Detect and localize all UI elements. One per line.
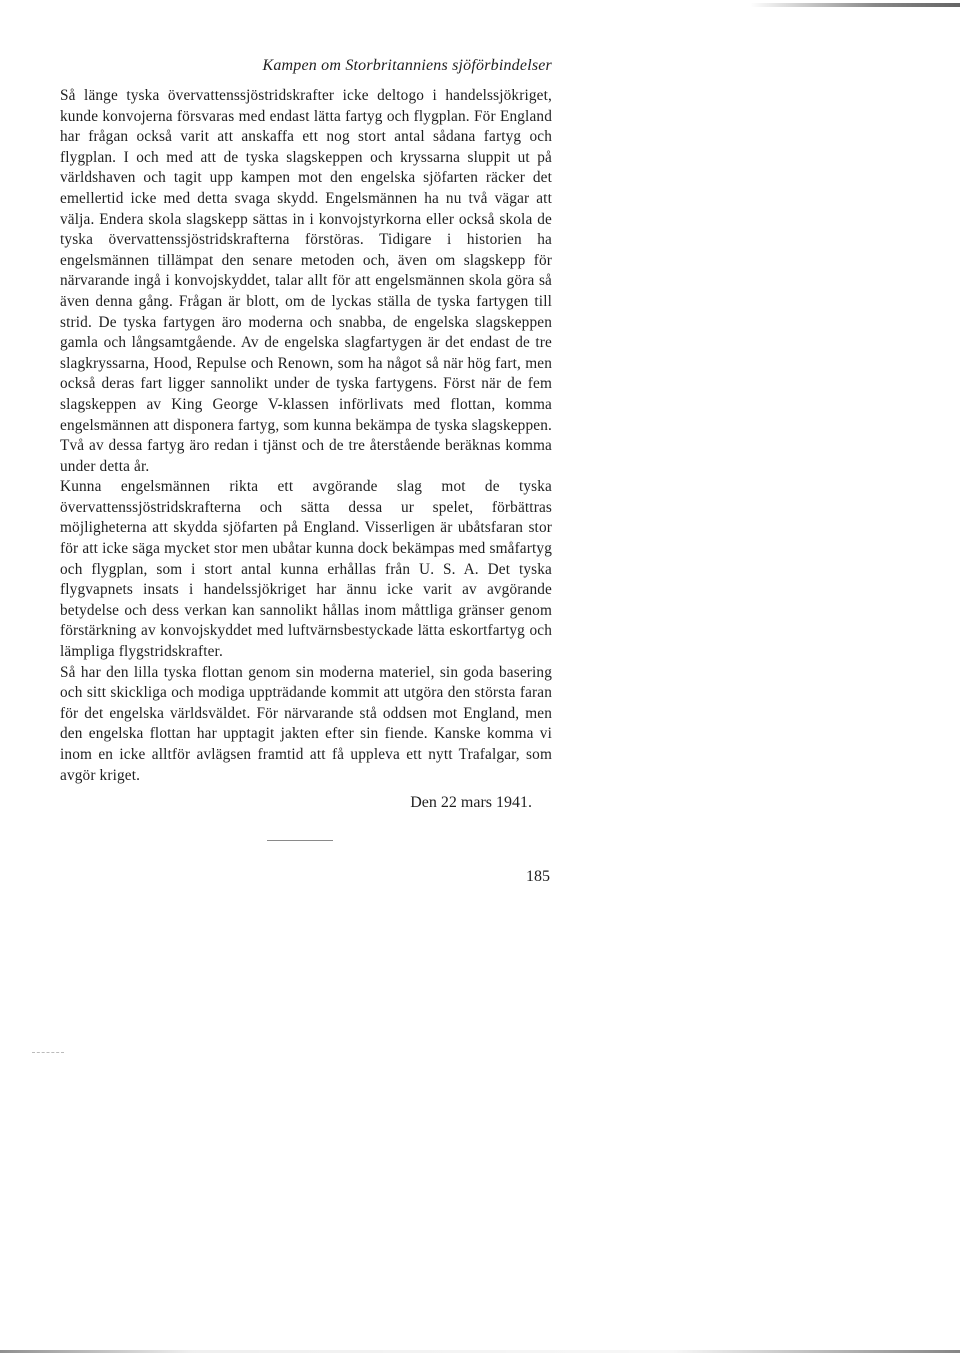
document-page	[60, 56, 552, 887]
scan-edge-artifact-bottom	[0, 1350, 960, 1353]
scan-edge-artifact-top	[750, 3, 960, 7]
paragraph-2: Kunna engelsmännen rikta ett avgörande slag mot de tyska övervattenssjöstridskrafterna och sätta dessa ur spelet, förbättras möjligheterna att skydda sjöfarten på England. Visserligen är ubåtsfaran stor för att icke säga mycket stor men ubåtar kunna dock bekämpas med småfartyg och flygplan, som i stort antal kunna erhållas från U. S. A. Det tyska flygvapnets insats i handelssjökriget har ännu icke varit av avgörande betydelse och dess verkan kan sannolikt hållas inom måttliga gränser genom förstärkning av konvojskyddet med luftvärnsbestyckade lätta eskortfartyg och lämpliga flygstridskrafter.	[60, 478, 552, 661]
page-number: 185	[526, 868, 550, 886]
dateline: Den 22 mars 1941.	[410, 794, 532, 812]
running-header: Kampen om Storbritanniens sjöförbindelser	[262, 57, 552, 74]
closing-rule	[267, 840, 333, 841]
scan-mark	[32, 1052, 64, 1053]
paragraph-3: Så har den lilla tyska flottan genom sin moderna materiel, sin goda basering och sitt skickliga och modiga uppträdande kommit att utgöra den största faran för det engelska världsväldet. För närvarande stå oddsen mot England, men den engelska flottan har upptagit jakten efter sin fiende. Kanske komma vi inom en icke alltför avlägsen framtid att få uppleva ett nytt Trafalgar, som avgör kriget.	[60, 663, 552, 784]
paragraph-1: Så länge tyska övervattenssjöstridskrafter icke deltogo i handelssjökriget, kunde konvojerna försvaras med endast lätta fartyg och flygplan. För England har frågan också varit att anskaffa ett nog stort antal sådana fartyg och flygplan. I och med att de tyska slagskeppen och kryssarna sluppit ut på världshaven och tagit upp kampen mot den engelska sjöfarten räcker det emellertid icke med detta svaga skydd. Engelsmännen ha nu två vägar att välja. Endera skola slagskepp sättas in i konvojstyrkorna eller också skola de tyska övervattenssjöstridskrafterna förstöras. Tidigare i historien ha engelsmännen tillämpat den senare metoden och, även om slagskepp för närvarande ingå i konvojskyddet, talar allt för att engelsmännen skola göra så även denna gång. Frågan är blott, om de lyckas ställa de tyska fartygen till strid. De tyska fartygen äro moderna och snabba, de engelska slagskeppen gamla och långsamtgående. Av de engelska slagfartygen är det endast de tre slagkryssarna, Hood, Repulse och Renown, som ha något så när hög fart, men också deras fart ligger sannolikt under de tyska fartygens. Först när de fem slagskeppen av King George V-klassen införlivats med flottan, komma engelsmännen att disponera fartyg, som kunna bekämpa de tyska slagskeppen. Två av dessa fartyg äro redan i tjänst och de tre återstående beräknas komma under detta år.	[60, 87, 552, 475]
article-body	[60, 86, 552, 786]
